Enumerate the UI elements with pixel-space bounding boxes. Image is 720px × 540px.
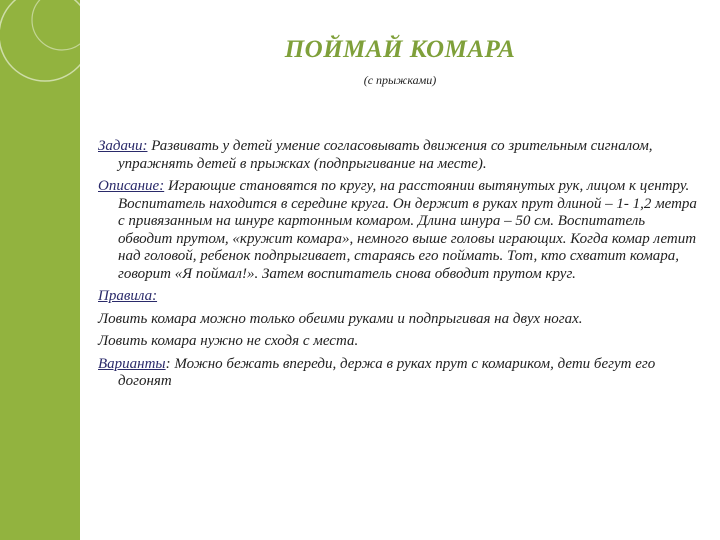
- description-term: Описание:: [98, 178, 165, 194]
- page-subtitle: (с прыжками): [363, 73, 437, 87]
- variants-term: Варианты: [98, 355, 166, 372]
- variants-paragraph: [98, 356, 698, 391]
- rules-line: Ловить комара нужно не сходя с места.: [98, 333, 359, 349]
- variants-text: : Можно бежать впереди, держа в руках прут с комариком, дети бегут его догонят: [118, 355, 656, 389]
- decorative-circles-graphic: [0, 0, 80, 540]
- description-text: Играющие становятся по кругу, на расстоянии вытянутых рук, лицом к центру. Воспитатель находится в середине круга. Он держит в руках прут длиной – 1- 1,2 метра с привязанным на шнуре картонным комаром. Длина шнура – 50 см. Воспитатель обводит прутом, «кружит комара», немного выше головы играющих. Когда комар летит над головой, ребенок подпрыгивает, стараясь его поймать. Тот, кто схватит комара, говорит «Я поймал!». Затем воспитатель снова обводит прутом круг.: [118, 178, 697, 282]
- rules-term: Правила:: [98, 288, 158, 304]
- tasks-paragraph: [98, 138, 698, 173]
- game-description-body: [98, 138, 698, 396]
- tasks-term: Задачи:: [98, 138, 148, 154]
- tasks-text: Развивать у детей умение согласовывать движения со зрительным сигналом, упражнять детей в прыжках (подпрыгивание на месте).: [118, 138, 653, 172]
- rules-heading-paragraph: [98, 288, 698, 306]
- decorative-side-band: [0, 0, 80, 540]
- rules-line: Ловить комара можно только обеими руками и подпрыгивая на двух ногах.: [98, 310, 583, 327]
- description-paragraph: [98, 178, 698, 283]
- page-title: ПОЙМАЙ КОМАРА: [284, 36, 516, 63]
